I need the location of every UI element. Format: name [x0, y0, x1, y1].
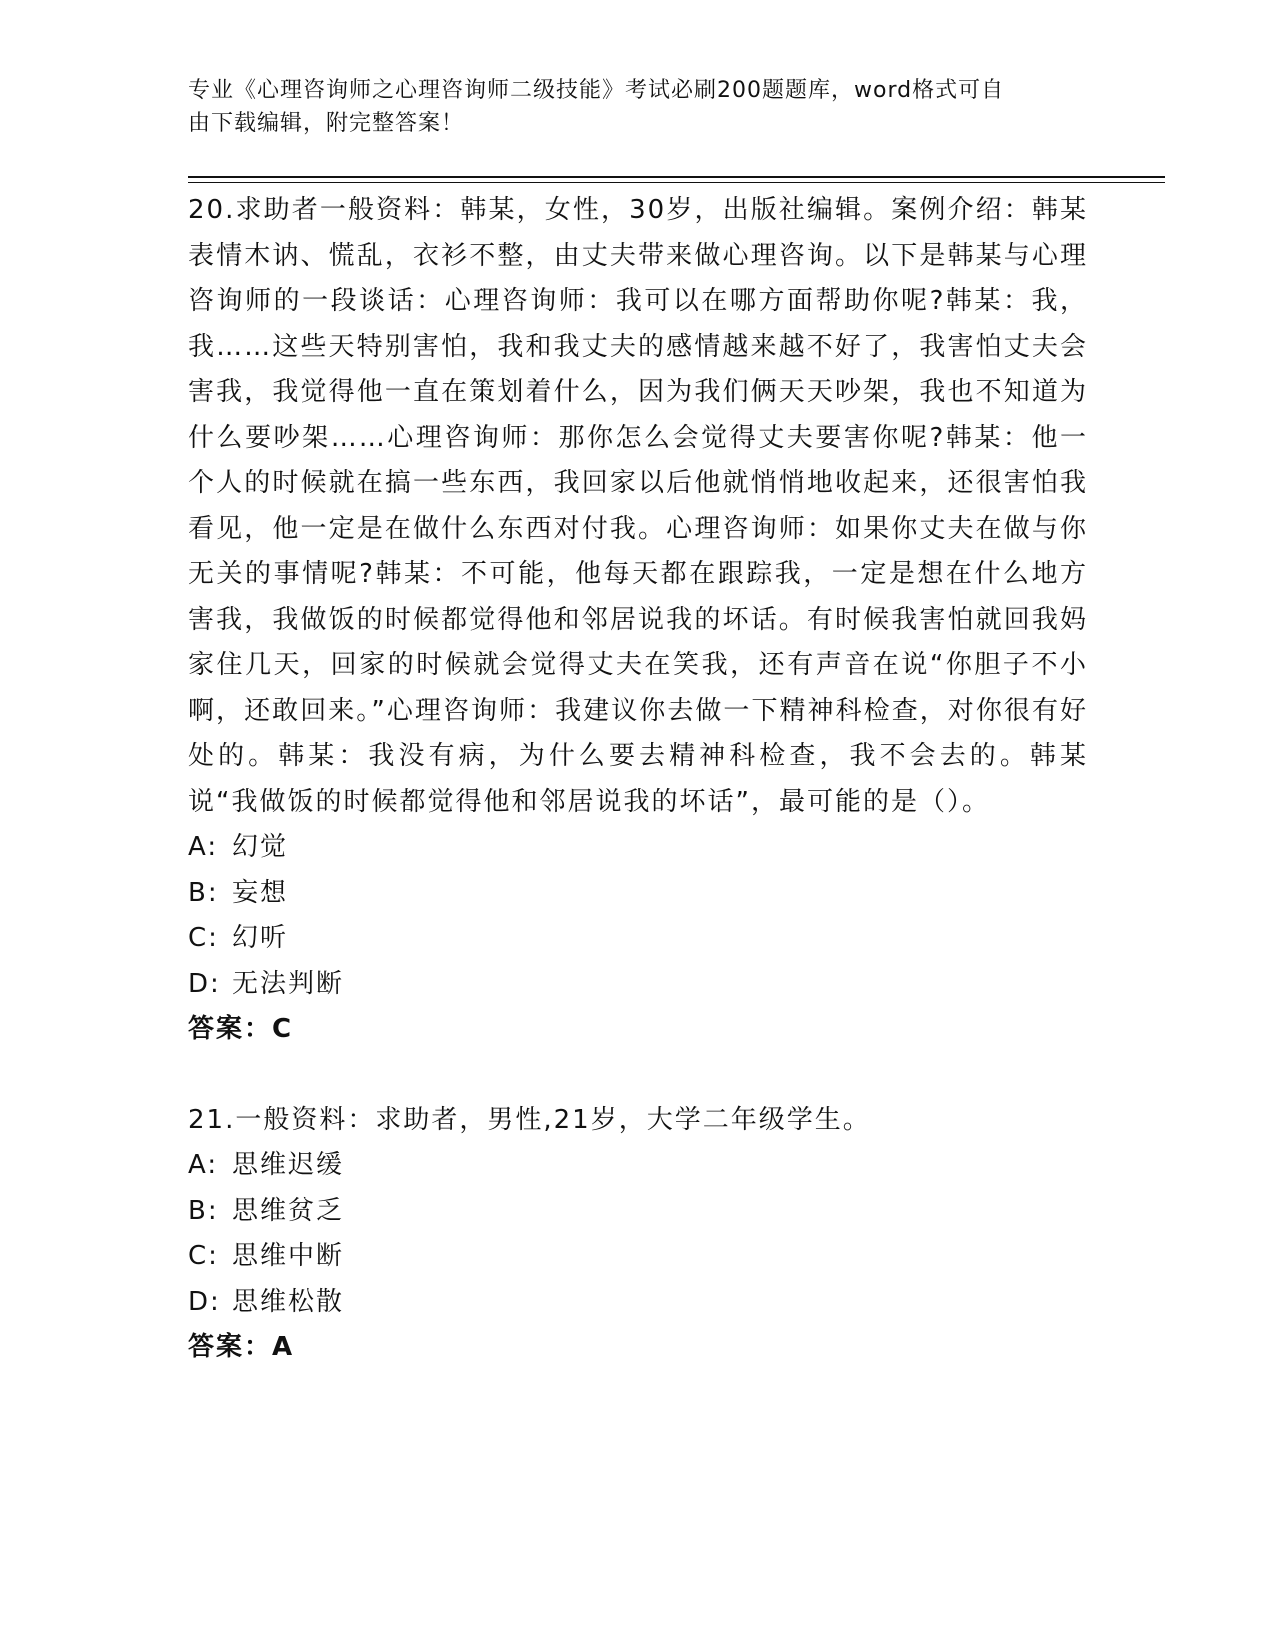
option-letter: C:: [188, 1241, 219, 1271]
option-b: [188, 871, 1088, 917]
option-letter: A:: [188, 832, 219, 862]
option-letter: A:: [188, 1150, 219, 1180]
option-text: 思维中断: [232, 1241, 345, 1271]
document-header: [188, 74, 1068, 140]
option-text: 幻听: [232, 923, 289, 953]
question-21: [188, 1098, 1088, 1371]
option-text: 思维松散: [232, 1286, 345, 1317]
option-b: [188, 1189, 1088, 1235]
answer-line: 答案：A: [188, 1332, 295, 1362]
header-rule-thick: [188, 176, 1165, 178]
option-c: [188, 1234, 1088, 1280]
option-letter: C:: [188, 923, 219, 953]
question-stem: 20.求助者一般资料：韩某，女性，30岁，出版社编辑。案例介绍：韩某表情木讷、慌乱，衣衫不整，由丈夫带来做心理咨询。以下是韩某与心理咨询师的一段谈话：心理咨询师：我可以在哪方面帮助你呢?韩某：我，我……这些天特别害怕，我和我丈夫的感情越来越不好了，我害怕丈夫会害我，我觉得他一直在策划着什么，因为我们俩天天吵架，我也不知道为什么要吵架……心理咨询师：那你怎么会觉得丈夫要害你呢?韩某：他一个人的时候就在搞一些东西，我回家以后他就悄悄地收起来，还很害怕我看见，他一定是在做什么东西对付我。心理咨询师：如果你丈夫在做与你无关的事情呢?韩某：不可能，他每天都在跟踪我，一定是想在什么地方害我，我做饭的时候都觉得他和邻居说我的坏话。有时候我害怕就回我妈家住几天，回家的时候就会觉得丈夫在笑我，还有声音在说“你胆子不小啊，还敢回来。”心理咨询师：我建议你去做一下精神科检查，对你很有好处的。韩某：我没有病，为什么要去精神科检查，我不会去的。韩某说“我做饭的时候都觉得他和邻居说我的坏话”，最可能的是（）。: [188, 195, 1088, 817]
option-a: [188, 825, 1088, 871]
option-letter: B:: [188, 877, 219, 908]
header-rule-thin: [188, 182, 1165, 183]
header-line-1: 专业《心理咨询师之心理咨询师二级技能》考试必刷200题题库，word格式可自: [188, 78, 1005, 103]
option-text: 幻觉: [232, 832, 289, 862]
option-text: 无法判断: [232, 968, 345, 999]
question-20: [188, 188, 1088, 1053]
question-spacer: [188, 1053, 1088, 1098]
option-letter: D:: [188, 1286, 221, 1317]
question-stem: 21.一般资料：求助者，男性,21岁，大学二年级学生。: [188, 1104, 871, 1135]
option-text: 妄想: [232, 877, 289, 908]
option-text: 思维迟缓: [232, 1150, 345, 1180]
option-letter: D:: [188, 968, 221, 999]
header-line-2: 由下载编辑，附完整答案！: [188, 111, 465, 136]
question-list: [188, 188, 1088, 1371]
option-letter: B:: [188, 1195, 219, 1226]
option-d: [188, 1280, 1088, 1326]
option-text: 思维贫乏: [232, 1195, 345, 1226]
option-d: [188, 962, 1088, 1008]
answer-line: 答案：C: [188, 1014, 294, 1044]
option-a: [188, 1143, 1088, 1189]
option-c: [188, 916, 1088, 962]
